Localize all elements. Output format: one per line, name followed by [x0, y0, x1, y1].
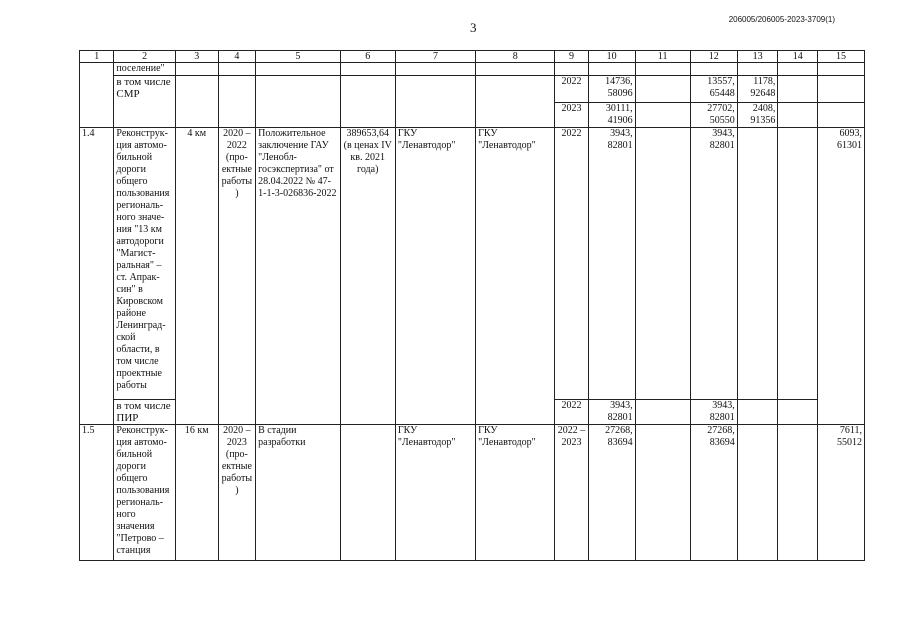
item-name: Реконструк-ция автомо-бильной дороги общего пользования региональ-ного значе-ния "13 км автодороги "Магист-ральная" – ст. Апрак-син" в Кировском районе Ленинград-ской области, в том числе проектные работы	[114, 128, 176, 400]
page-number: 3	[470, 20, 477, 35]
year-cell: 2022 – 2023	[555, 425, 588, 561]
item-customer: ГКУ "Ленавтодор"	[395, 425, 475, 561]
col-header: 14	[778, 51, 818, 63]
year-cell: 2023	[555, 103, 588, 128]
item-customer: ГКУ "Ленавтодор"	[395, 128, 475, 425]
item-period: 2020 – 2023 (про-ектные работы)	[218, 425, 256, 561]
value-cell: 3943, 82801	[588, 400, 635, 425]
continuation-name: поселение"	[114, 63, 176, 76]
value-cell: 27268, 83694	[588, 425, 635, 561]
value-cell: 30111, 41906	[588, 103, 635, 128]
document-id: 206005/206005-2023-3709(1)	[728, 15, 835, 24]
year-cell: 2022	[555, 400, 588, 425]
col-header: 12	[690, 51, 737, 63]
item-developer: ГКУ "Ленавтодор"	[476, 425, 555, 561]
col-header: 11	[635, 51, 690, 63]
table-row	[80, 128, 865, 400]
col-header: 3	[175, 51, 218, 63]
col-header: 1	[80, 51, 114, 63]
item-status: В стадии разработки	[256, 425, 340, 561]
table-row	[80, 425, 865, 561]
table-row	[80, 76, 865, 103]
pir-label: в том числе ПИР	[114, 400, 176, 425]
col-header: 8	[476, 51, 555, 63]
projects-table	[79, 50, 865, 561]
value-cell: 13557, 65448	[690, 76, 737, 103]
smr-label: в том числе СМР	[114, 76, 176, 128]
item-length: 4 км	[175, 128, 218, 425]
year-cell: 2022	[555, 76, 588, 103]
item-number: 1.5	[80, 425, 114, 561]
value-cell: 2408, 91356	[737, 103, 778, 128]
column-numbers-row	[80, 51, 865, 63]
item-period: 2020 – 2022 (про-ектные работы)	[218, 128, 256, 425]
col-header: 5	[256, 51, 340, 63]
table-row	[80, 63, 865, 76]
col-header: 13	[737, 51, 778, 63]
value-cell: 14736, 58096	[588, 76, 635, 103]
item-status: Положительное заключение ГАУ "Ленобл-госэкспертиза" от 28.04.2022 № 47-1-1-3-026836-2022	[256, 128, 340, 425]
col-header: 9	[555, 51, 588, 63]
col-header: 2	[114, 51, 176, 63]
value-cell: 27702, 50550	[690, 103, 737, 128]
item-number: 1.4	[80, 128, 114, 425]
col-header: 7	[395, 51, 475, 63]
value-cell: 27268, 83694	[690, 425, 737, 561]
item-developer: ГКУ "Ленавтодор"	[476, 128, 555, 425]
item-cost: 389653,64 (в ценах IV кв. 2021 года)	[340, 128, 395, 425]
item-length: 16 км	[175, 425, 218, 561]
value-cell: 3943, 82801	[690, 128, 737, 400]
col-header: 15	[818, 51, 865, 63]
col-header: 4	[218, 51, 256, 63]
value-cell: 6093, 61301	[818, 128, 865, 425]
value-cell: 1178, 92648	[737, 76, 778, 103]
item-name: Реконструк-ция автомо-бильной дороги общего пользования региональ-ного значения "Петрово – станция	[114, 425, 176, 561]
year-cell: 2022	[555, 128, 588, 400]
value-cell: 3943, 82801	[588, 128, 635, 400]
value-cell: 7611, 55012	[818, 425, 865, 561]
value-cell: 3943, 82801	[690, 400, 737, 425]
col-header: 6	[340, 51, 395, 63]
col-header: 10	[588, 51, 635, 63]
